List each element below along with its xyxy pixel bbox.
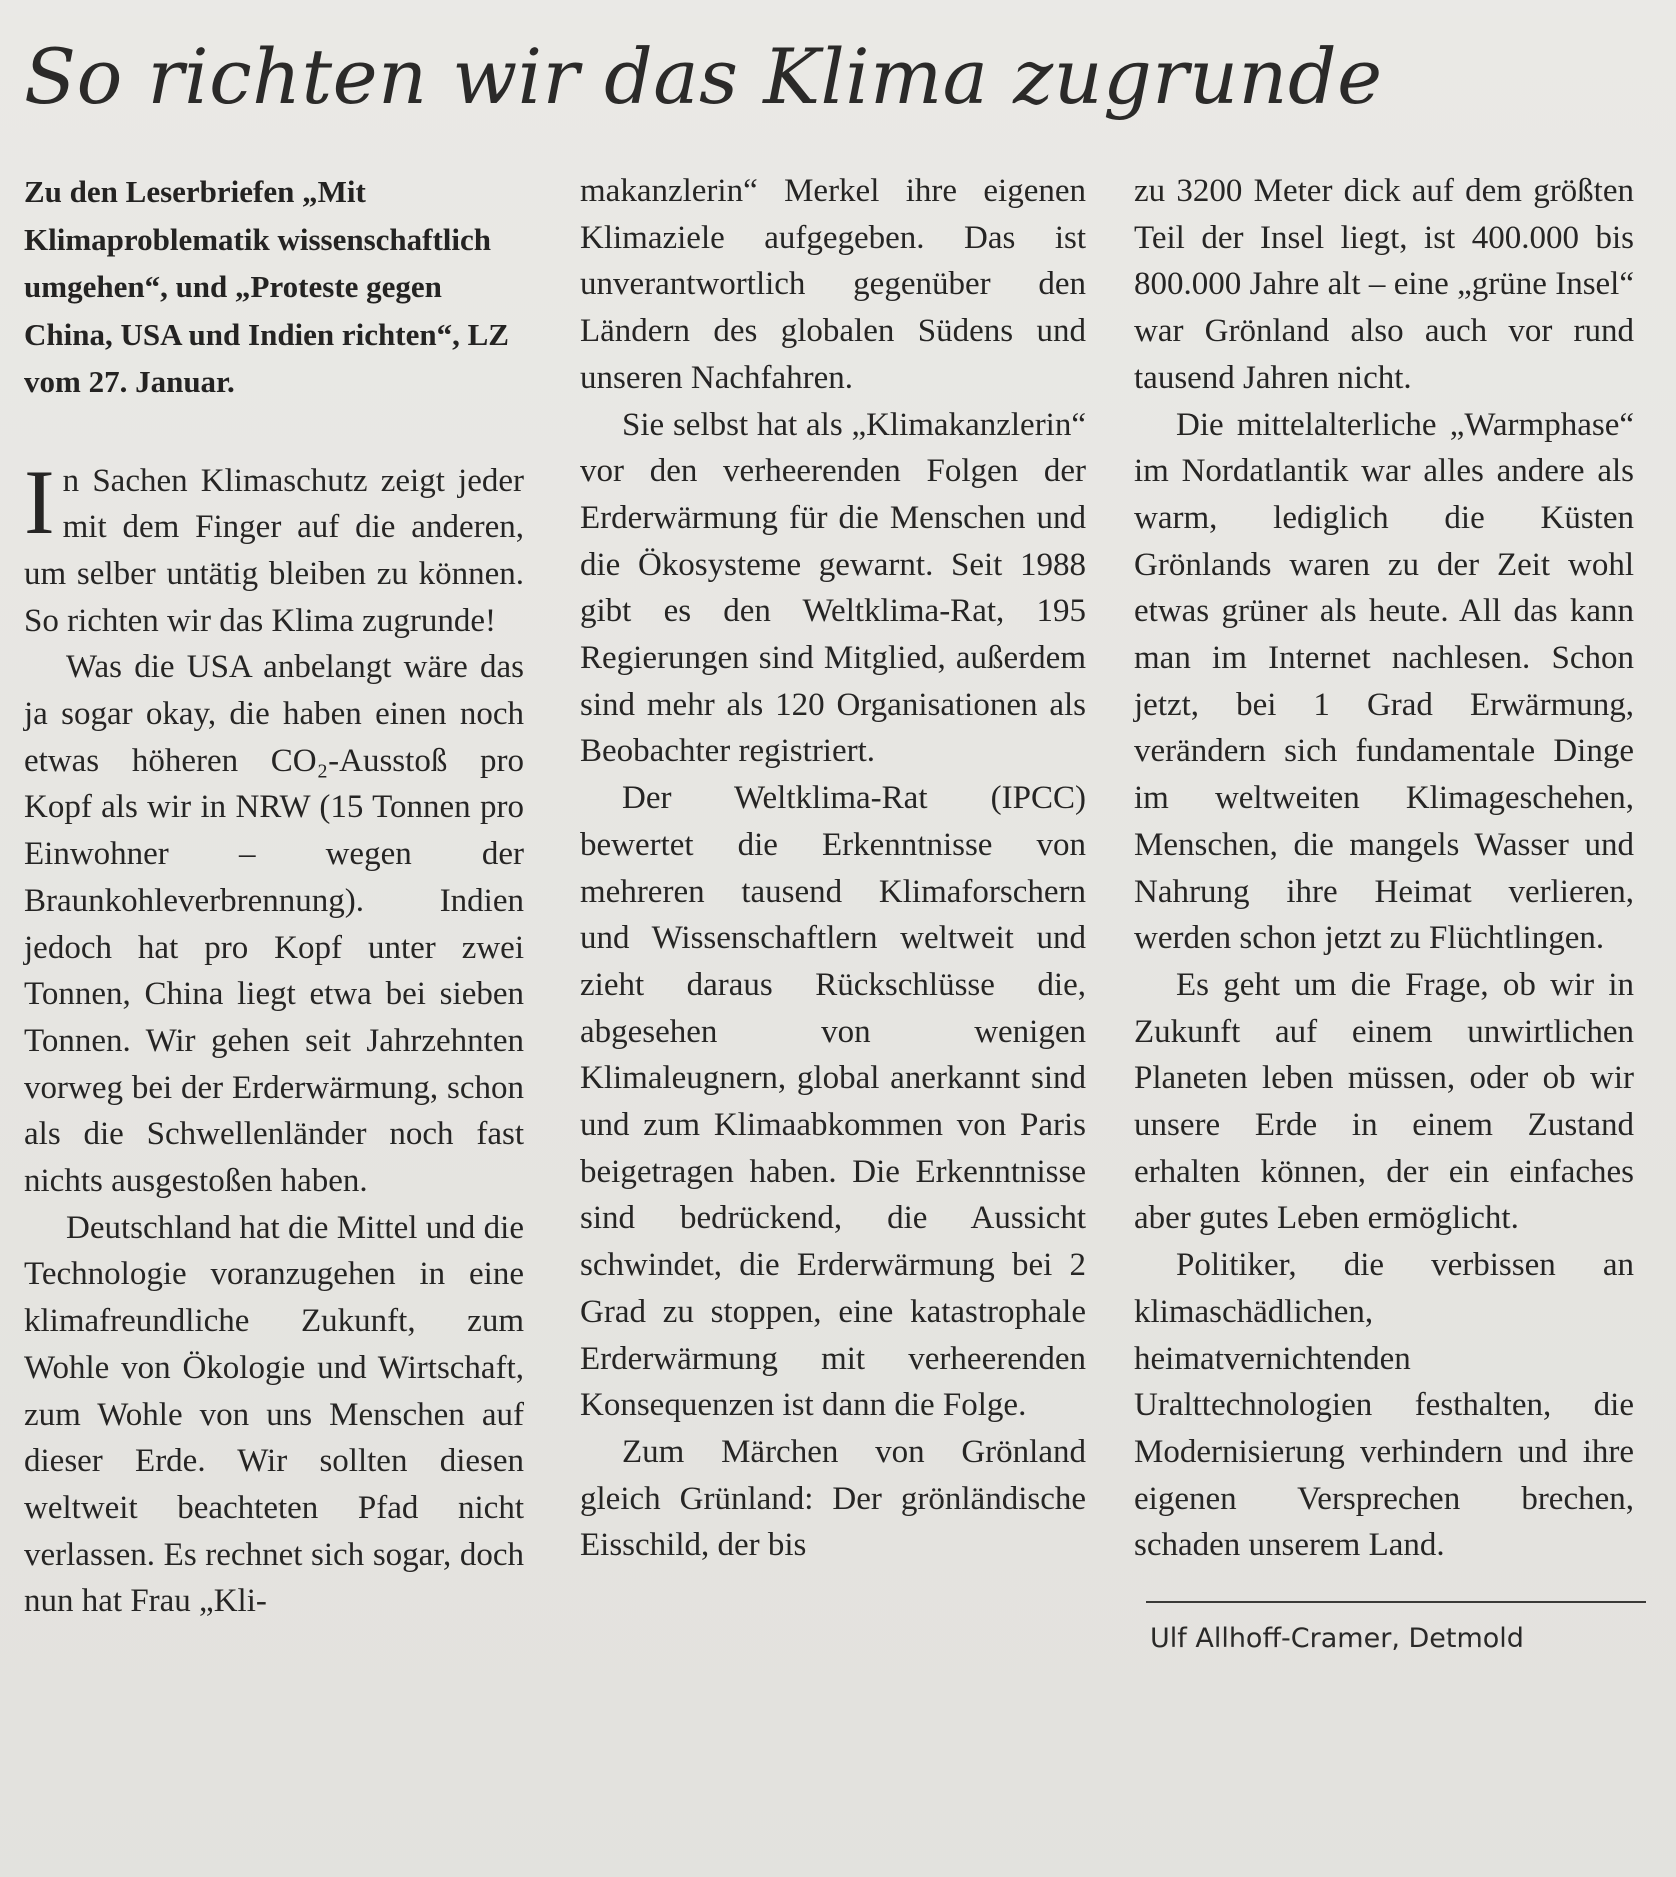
author-signature: Ulf Allhoff-Cramer, Detmold [1150,1623,1524,1655]
paragraph-5: Der Weltklima-Rat (IPCC) bewertet die Erkenntnisse von mehreren tausend Klimaforschern und Wissenschaftlern weltweit und zieht daraus Rückschlüsse die, abgesehen von wenigen Klimaleugnern, global anerkannt sind und zum Klimaabkommen von Paris beigetragen haben. Die Erkenntnisse sind bedrückend, die Aussicht schwindet, die Erderwärmung bei 2 Grad zu stoppen, eine katastrophale Erderwärmung mit verheerenden Konsequenzen ist dann die Folge. [580,780,1086,1424]
paragraph-6-part-2: zu 3200 Meter dick auf dem größten Teil der Insel liegt, ist 400.000 bis 800.000 Jahre alt – eine „grüne Insel“ war Grönland also auch vor rund tausend Jahren nicht. [1134,173,1634,396]
drop-cap: I [24,450,55,553]
signature-divider [1146,1601,1646,1603]
paragraph-9: Politiker, die verbissen an klimaschädlichen, heimatvernichtenden Uralttechnologien festhalten, die Modernisierung verhindern und ihre eigenen Versprechen brechen, schaden unserem Land. [1134,1247,1634,1564]
column-1 [24,168,524,1625]
column-2 [580,168,1086,1569]
paragraph-8: Es geht um die Frage, ob wir in Zukunft auf einem unwirtlichen Planeten leben müssen, oder ob wir unsere Erde in einem Zustand erhalten können, der ein einfaches aber gutes Leben ermöglicht. [1134,966,1634,1237]
paragraph-6-part-1: Zum Märchen von Grönland gleich Grünland: Der grönländische Eisschild, der bis [580,1433,1086,1564]
column-3 [1134,168,1634,1657]
paragraph-3-part-2: makanzlerin“ Merkel ihre eigenen Klimaziele aufgegeben. Das ist unverantwortlich gegenüber den Ländern des globalen Südens und unseren Nachfahren. [580,173,1086,396]
paragraph-1-text: n Sachen Klimaschutz zeigt jeder mit dem Finger auf die anderen, um selber untätig bleiben zu können. So richten wir das Klima zugrunde! [24,462,524,639]
article-intro: Zu den Leserbriefen „Mit Klimaproblematik wissenschaftlich umgehen“, und „Proteste gegen China, USA und Indien richten“, LZ vom 27. Januar. [24,174,509,399]
paragraph-7: Die mittelalterliche „Warmphase“ im Nordatlantik war alles andere als warm, lediglich die Küsten Grönlands waren zu der Zeit wohl etwas grüner als heute. All das kann man im Internet nachlesen. Schon jetzt, bei 1 Grad Erwärmung, verändern sich fundamentale Dinge im weltweiten Klimageschehen, Menschen, die mangels Wasser und Nahrung ihre Heimat verlieren, werden schon jetzt zu Flüchtlingen. [1134,406,1634,957]
paragraph-3-part-1: Deutschland hat die Mittel und die Technologie voranzugehen in eine klimafreundliche Zukunft, zum Wohle von Ökologie und Wirtschaft, zum Wohle von uns Menschen auf dieser Erde. Wir sollten diesen weltweit beachteten Pfad nicht verlassen. Es rechnet sich sogar, doch nun hat Frau „Kli- [24,1209,524,1620]
paragraph-1 [24,450,524,645]
paragraph-2: Was die USA anbelangt wäre das ja sogar okay, die haben einen noch etwas höheren CO₂-Ausstoß pro Kopf als wir in NRW (15 Tonnen pro Einwohner – wegen der Braunkohleverbrennung). Indien jedoch hat pro Kopf unter zwei Tonnen, China liegt etwa bei sieben Tonnen. Wir gehen seit Jahrzehnten vorweg bei der Erderwärmung, schon als die Schwellenländer noch fast nichts ausgestoßen haben. [24,649,524,1200]
article-title: So richten wir das Klima zugrunde [24,32,1383,121]
paragraph-4: Sie selbst hat als „Klimakanzlerin“ vor den verheerenden Folgen der Erderwärmung für die Menschen und die Ökosysteme gewarnt. Seit 1988 gibt es den Weltklima-Rat, 195 Regierungen sind Mitglied, außerdem sind mehr als 120 Organisationen als Beobachter registriert. [580,406,1086,770]
